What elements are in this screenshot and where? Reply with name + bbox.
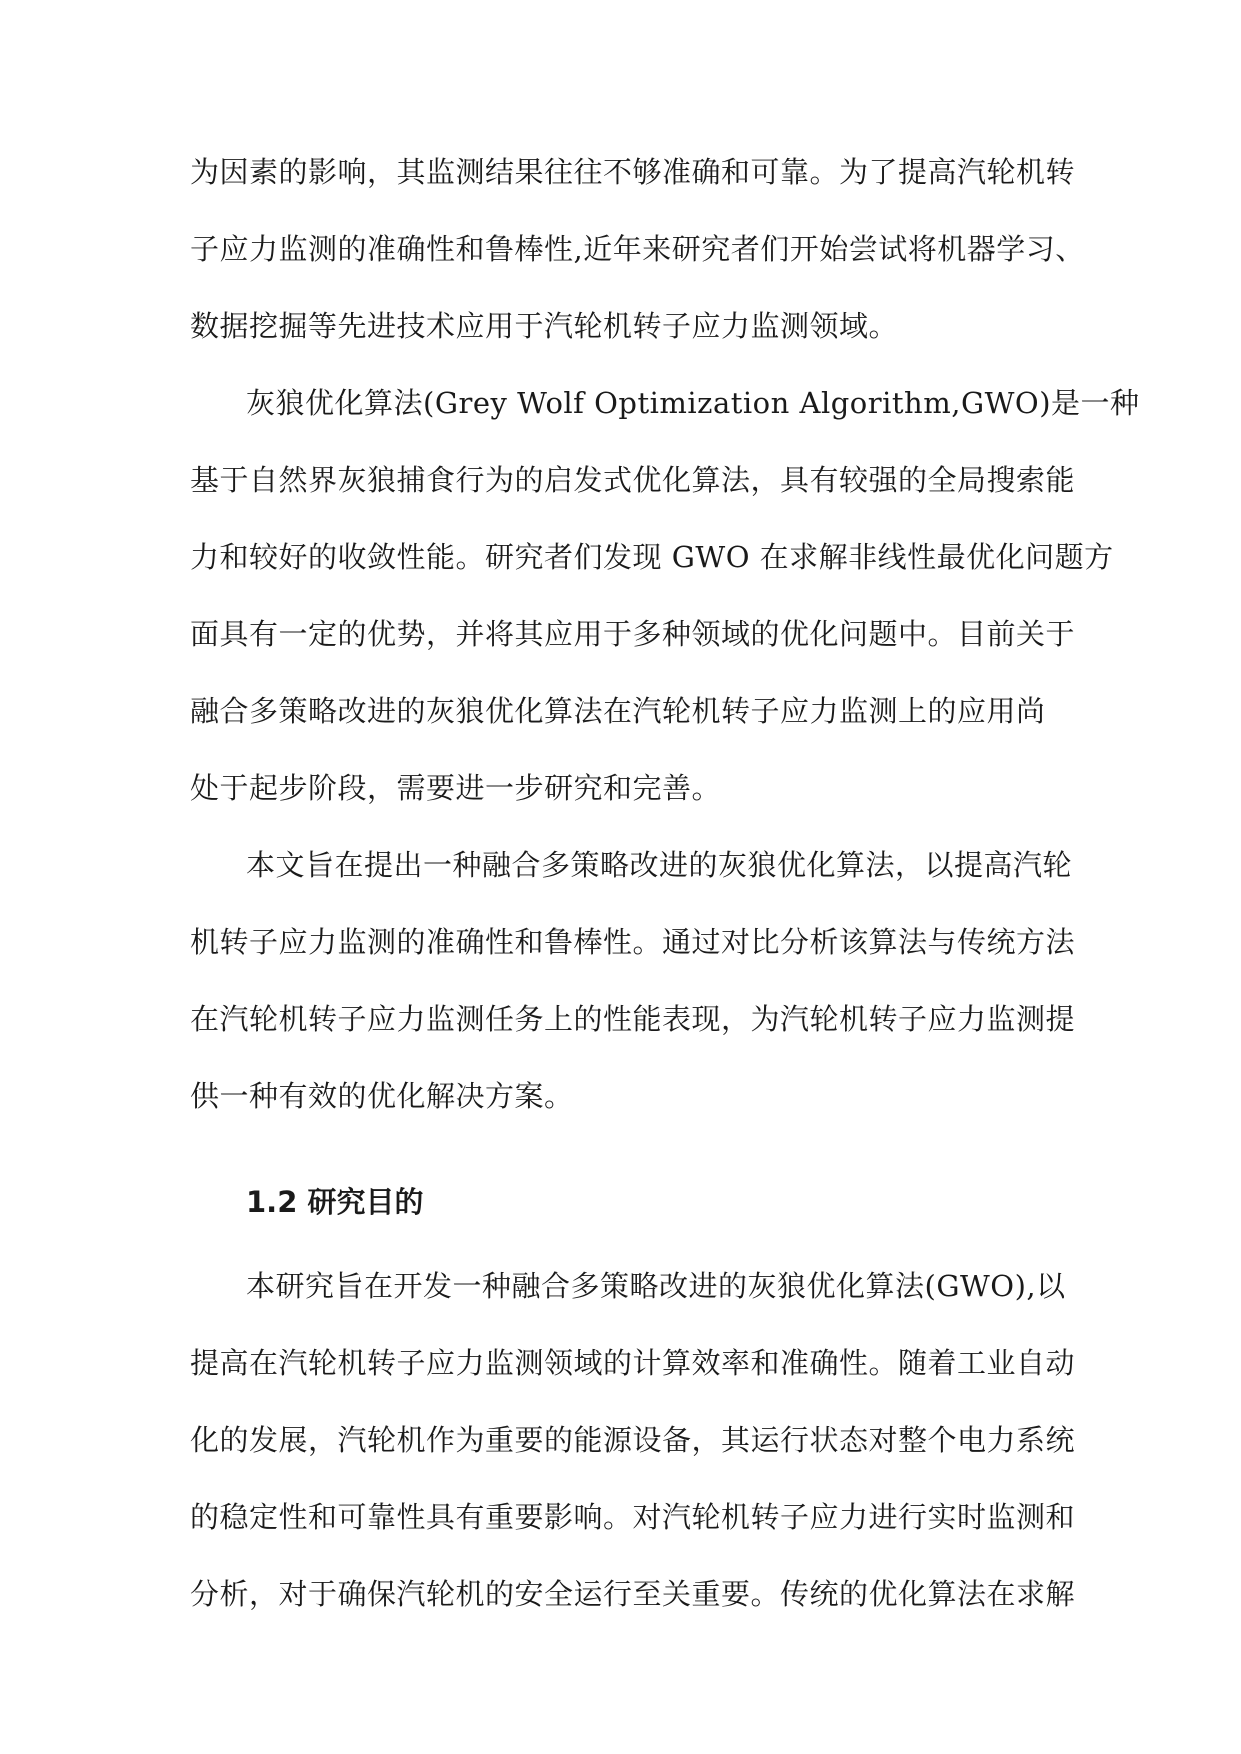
paragraph-4-line-4: 的稳定性和可靠性具有重要影响。对汽轮机转子应力进行实时监测和 — [190, 1500, 1076, 1534]
paragraph-2-line-5: 融合多策略改进的灰狼优化算法在汽轮机转子应力监测上的应用尚 — [190, 694, 1046, 728]
paragraph-2-line-6: 处于起步阶段，需要进一步研究和完善。 — [190, 771, 722, 805]
paragraph-3-line-1: 本文旨在提出一种融合多策略改进的灰狼优化算法，以提高汽轮 — [246, 848, 1073, 882]
paragraph-4-line-2: 提高在汽轮机转子应力监测领域的计算效率和准确性。随着工业自动 — [190, 1346, 1076, 1380]
paragraph-2-line-1: 灰狼优化算法(Grey Wolf Optimization Algorithm,GWO)是一种 — [246, 386, 1140, 420]
paragraph-3-line-4: 供一种有效的优化解决方案。 — [190, 1079, 574, 1113]
paragraph-3-line-3: 在汽轮机转子应力监测任务上的性能表现，为汽轮机转子应力监测提 — [190, 1002, 1076, 1036]
paragraph-1-line-2: 子应力监测的准确性和鲁棒性,近年来研究者们开始尝试将机器学习、 — [190, 232, 1085, 266]
paragraph-3-line-2: 机转子应力监测的准确性和鲁棒性。通过对比分析该算法与传统方法 — [190, 925, 1076, 959]
paragraph-2-line-4: 面具有一定的优势，并将其应用于多种领域的优化问题中。目前关于 — [190, 617, 1076, 651]
section-heading: 1.2 研究目的 — [246, 1185, 424, 1219]
paragraph-4-line-1: 本研究旨在开发一种融合多策略改进的灰狼优化算法(GWO),以 — [246, 1269, 1066, 1303]
paragraph-2-line-3: 力和较好的收敛性能。研究者们发现 GWO 在求解非线性最优化问题方 — [190, 540, 1114, 574]
paragraph-4-line-5: 分析，对于确保汽轮机的安全运行至关重要。传统的优化算法在求解 — [190, 1577, 1076, 1611]
paragraph-4-line-3: 化的发展，汽轮机作为重要的能源设备，其运行状态对整个电力系统 — [190, 1423, 1076, 1457]
paragraph-1-line-1: 为因素的影响，其监测结果往往不够准确和可靠。为了提高汽轮机转 — [190, 155, 1076, 189]
paragraph-2-line-2: 基于自然界灰狼捕食行为的启发式优化算法，具有较强的全局搜索能 — [190, 463, 1076, 497]
paragraph-1-line-3: 数据挖掘等先进技术应用于汽轮机转子应力监测领域。 — [190, 309, 899, 343]
